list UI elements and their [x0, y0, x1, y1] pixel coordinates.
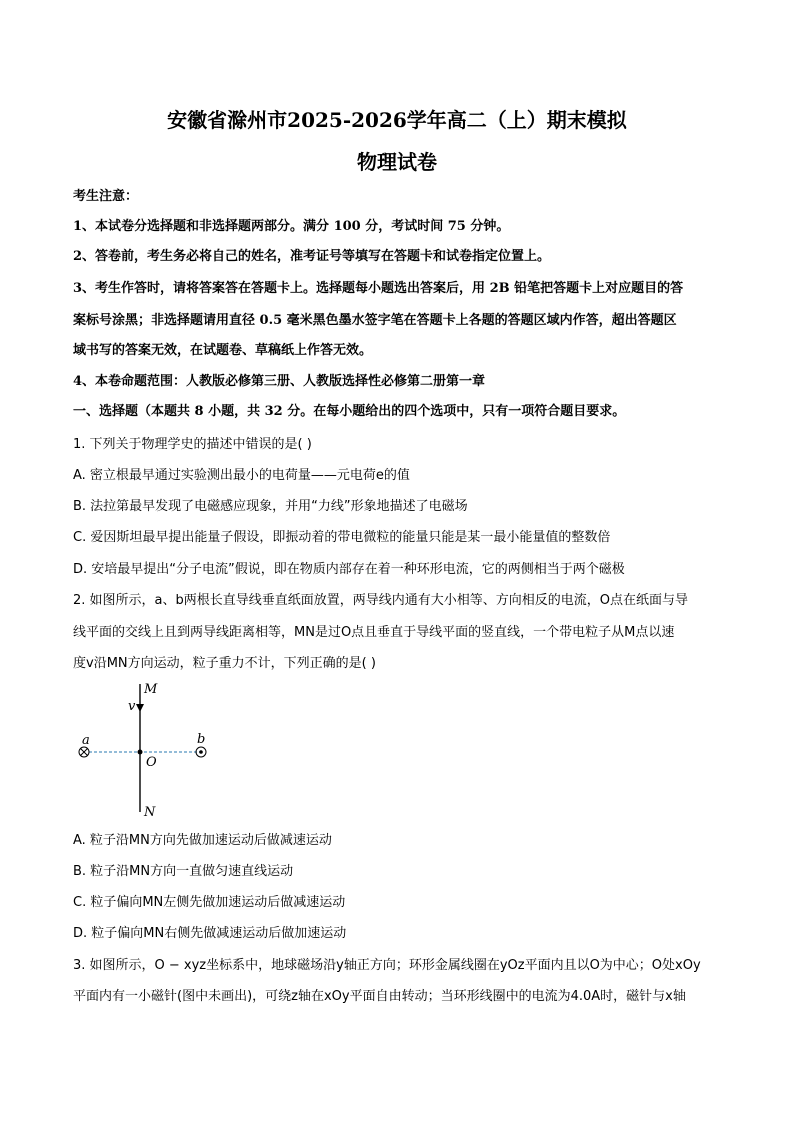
- label-a: a: [82, 733, 90, 748]
- q2-stem-line-1: 2. 如图所示，a、b两根长直导线垂直纸面放置，两导线内通有大小相等、方向相反的电流，O点在纸面与导: [73, 593, 688, 608]
- exam-title: 安徽省滁州市2025-2026学年高二（上）期末模拟: [167, 108, 627, 132]
- notice-item-1: 1、本试卷分选择题和非选择题两部分。满分 100 分，考试时间 75 分钟。: [73, 219, 510, 234]
- q2-option-d: D. 粒子偏向MN右侧先做减速运动后做加速运动: [73, 926, 347, 941]
- exam-subtitle: 物理试卷: [357, 150, 437, 174]
- notice-item-2: 2、答卷前，考生务必将自己的姓名，准考证号等填写在答题卡和试卷指定位置上。: [73, 249, 551, 264]
- notice-item-4: 4、本卷命题范围：人教版必修第三册、人教版选择性必修第二册第一章: [73, 374, 486, 389]
- q1-stem: 1. 下列关于物理学史的描述中错误的是( ): [73, 437, 312, 452]
- label-b: b: [197, 732, 206, 747]
- label-v: v: [128, 699, 136, 714]
- q2-stem-line-3: 度v沿MN方向运动，粒子重力不计，下列正确的是( ): [73, 656, 376, 671]
- q1-option-d: D. 安培最早提出“分子电流”假说，即在物质内部存在着一种环形电流，它的两侧相当于两个磁极: [73, 562, 625, 577]
- q1-option-c: C. 爱因斯坦最早提出能量子假设，即振动着的带电微粒的能量只能是某一最小能量值的整数倍: [73, 530, 611, 545]
- label-o: O: [146, 755, 157, 770]
- q2-figure: [72, 680, 222, 820]
- q3-stem-line-2: 平面内有一小磁针(图中未画出)，可绕z轴在xOy平面自由转动；当环形线圈中的电流为4.0A时，磁针与x轴: [73, 989, 686, 1004]
- wire-b-out-of-page-icon: [196, 747, 206, 757]
- wire-a-into-page-icon: [79, 747, 89, 757]
- label-m: M: [144, 682, 158, 697]
- label-n: N: [144, 805, 156, 820]
- q2-option-a: A. 粒子沿MN方向先做加速运动后做减速运动: [73, 833, 332, 848]
- q3-stem-line-1: 3. 如图所示，O − xyz坐标系中，地球磁场沿y轴正方向；环形金属线圈在yOz平面内且以O为中心；O处xOy: [73, 958, 701, 973]
- section-1-heading: 一、选择题（本题共 8 小题，共 32 分。在每小题给出的四个选项中，只有一项符合题目要求。: [73, 404, 626, 419]
- q1-option-b: B. 法拉第最早发现了电磁感应现象，并用“力线”形象地描述了电磁场: [73, 499, 468, 514]
- notice-item-3-line-1: 3、考生作答时，请将答案答在答题卡上。选择题每小题选出答案后，用 2B 铅笔把答题卡上对应题目的答: [73, 281, 684, 296]
- point-o-dot: [138, 750, 143, 755]
- notice-item-3-line-3: 域书写的答案无效，在试题卷、草稿纸上作答无效。: [73, 343, 373, 358]
- notice-item-3-line-2: 案标号涂黑；非选择题请用直径 0.5 毫米黑色墨水签字笔在答题卡上各题的答题区域内作答，超出答题区: [73, 313, 677, 328]
- q2-option-c: C. 粒子偏向MN左侧先做加速运动后做减速运动: [73, 895, 346, 910]
- q1-option-a: A. 密立根最早通过实验测出最小的电荷量——元电荷e的值: [73, 468, 410, 483]
- velocity-arrow-icon: [136, 704, 144, 712]
- notice-heading: 考生注意：: [73, 189, 139, 204]
- q2-option-b: B. 粒子沿MN方向一直做匀速直线运动: [73, 864, 294, 879]
- q2-stem-line-2: 线平面的交线上且到两导线距离相等，MN是过O点且垂直于导线平面的竖直线，一个带电粒子从M点以速: [73, 625, 675, 640]
